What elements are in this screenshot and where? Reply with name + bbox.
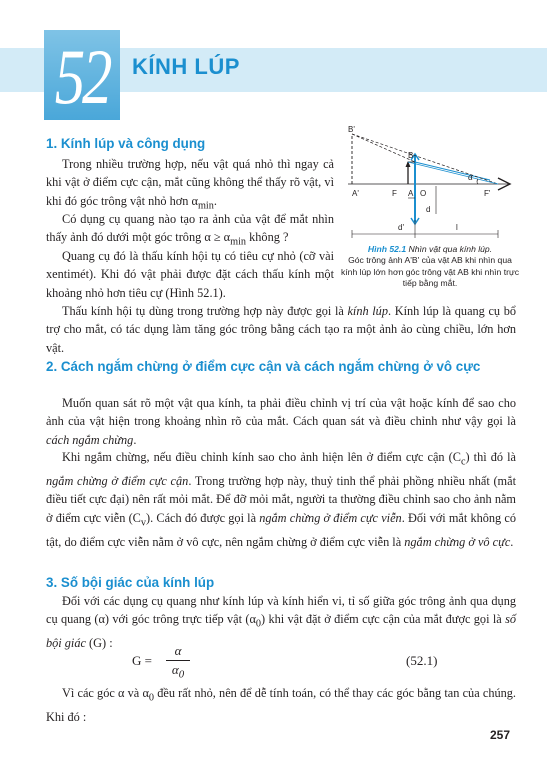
label-alpha: α <box>468 173 473 182</box>
figure-title: Nhìn vật qua kính lúp. <box>406 244 493 254</box>
section3-paragraph-1: Đối với các dụng cụ quang như kính lúp và kính hiển vi, tỉ số giữa góc trông ảnh qua dụng cụ quang (α) với góc trông trực tiếp vật $(\alpha_0)$ khi vật đặt ở điểm cực cận của mắt được gọi là số bội giác (G) : <box>46 594 517 651</box>
label-a: A <box>408 189 414 198</box>
section1-paragraph-1: Trong nhiều trường hợp, nếu vật quá nhỏ thì ngay cả khi vật ở điểm cực cận, mắt cũng không thể thấy rõ vật, vì khi đó góc trông vật nhỏ hơn $\alpha_{min}$. <box>46 157 334 212</box>
ray-virtual-1 <box>352 134 415 162</box>
formula-number: (52.1) <box>406 653 438 668</box>
alpha-arc <box>477 179 478 184</box>
figure-magnifier-diagram <box>340 124 520 244</box>
label-b: B <box>408 151 414 160</box>
label-d-prime: d' <box>398 223 404 232</box>
formula-lhs: G = <box>132 653 152 668</box>
section1-paragraph-2: Có dụng cụ quang nào tạo ra ảnh của vật để mắt nhìn thấy ảnh đó dưới một góc trông $\alpha \ge \alpha_{min}$ không ? <box>46 212 334 248</box>
section1-paragraph-4: Thấu kính hội tụ dùng trong trường hợp này được gọi là kính lúp. Kính lúp là quang cụ bổ trợ cho mắt, có tác dụng làm tăng góc trông bằng cách tạo ra một ảnh ảo cùng chiều, lớn hơn vật. <box>46 304 516 355</box>
section1-paragraph-3: Quang cụ đó là thấu kính hội tụ có tiêu cự nhỏ (cỡ vài xentimét). Khi đó vật phải được đặt cách thấu kính một khoảng nhỏ hơn tiêu cự (Hình 52.1). <box>46 249 334 300</box>
chapter-banner <box>0 0 547 120</box>
figure-caption-text: Góc trông ảnh A'B' của vật AB khi nhìn qua kính lúp lớn hơn góc trông vật AB khi nhìn trực tiếp bằng mắt. <box>340 255 519 289</box>
label-l: l <box>456 223 458 232</box>
figure-caption <box>340 244 520 290</box>
label-f: F <box>392 189 397 198</box>
section1-heading: 1. Kính lúp và công dụng <box>46 136 206 151</box>
formula-52-1 <box>132 643 438 683</box>
label-o: O <box>420 189 427 198</box>
formula-numerator: α <box>174 643 182 658</box>
chapter-number-box <box>44 30 120 120</box>
formula-denominator: $\alpha_0$ <box>171 662 185 681</box>
label-d: d <box>426 205 431 214</box>
figure-label: Hình 52.1 <box>367 244 407 254</box>
chapter-title: KÍNH LÚP <box>132 54 240 79</box>
label-a-prime: A' <box>352 189 359 198</box>
section2-heading: 2. Cách ngắm chừng ở điểm cực cận và cách ngắm chừng ở vô cực <box>46 359 481 374</box>
section2-paragraph-1: Muốn quan sát rõ một vật qua kính, ta phải điều chỉnh vị trí của vật hoặc kính để sao cho ảnh của vật hiện trong khoảng nhìn rõ của mắt. Cách quan sát và điều chỉnh như vậy gọi là cách ngắm chừng. <box>46 396 516 447</box>
ray-through-center <box>408 162 498 184</box>
section3-heading: 3. Số bội giác của kính lúp <box>46 575 215 590</box>
page-number: 257 <box>490 728 511 742</box>
ray-virtual-2 <box>352 134 498 184</box>
section2-paragraph-2: Khi ngắm chừng, nếu điều chỉnh kính sao cho ảnh hiện lên ở điểm cực cận $(C_c)$ thì đó là ngắm chừng ở điểm cực cận. Trong trường hợp này, thuỷ tinh thể phải phồng nhiều nhất (mắt điều tiết cực đại) nên rất mỏi mắt. Để đỡ mỏi mắt, người ta thường điều chỉnh sao cho ảnh nằm ở điểm cực viễn $(C_v)$. Cách đó được gọi là ngắm chừng ở điểm cực viễn. Đối với mắt không có tật, do điểm cực viễn nằm ở vô cực, nên ngắm chừng ở điểm cực viễn là ngắm chừng ở vô cực. <box>46 450 516 549</box>
chapter-number: 52 <box>54 33 110 120</box>
section3-paragraph-2: Vì các góc α và $\alpha_0$ đều rất nhỏ, nên để dễ tính toán, có thể thay các góc bằng tan của chúng. Khi đó : <box>46 686 516 724</box>
formula-fraction <box>166 643 190 681</box>
ray-refracted <box>415 162 490 180</box>
label-f-prime: F' <box>484 189 491 198</box>
label-b-prime: B' <box>348 125 355 134</box>
